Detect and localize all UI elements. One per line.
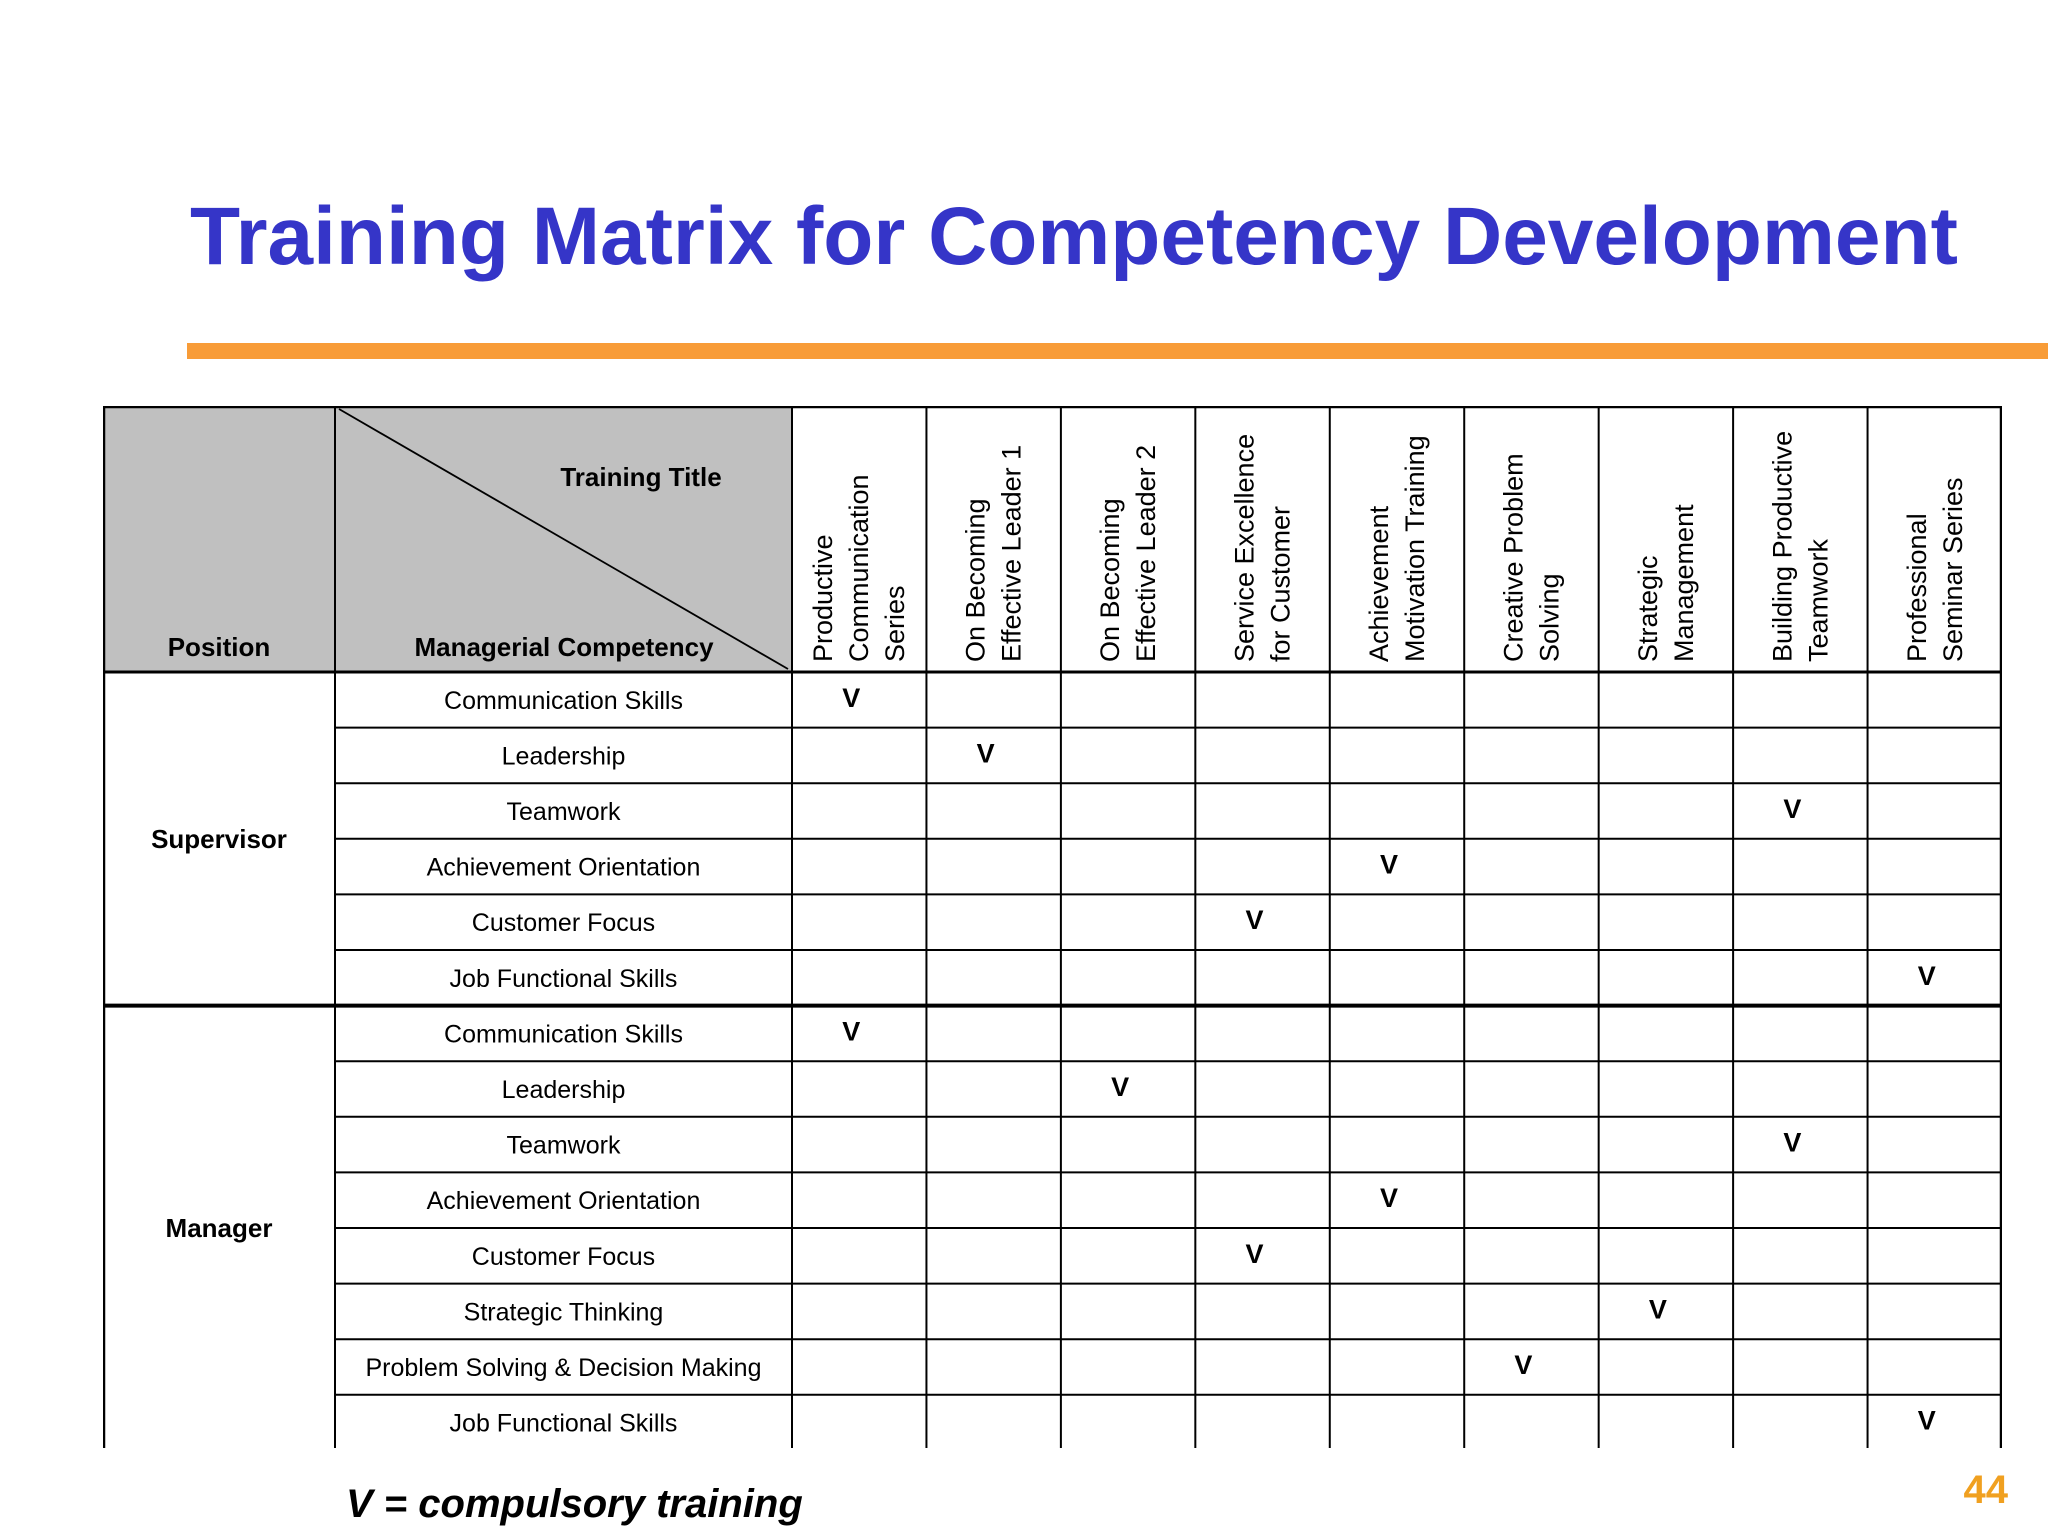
competency-cell: Teamwork	[506, 1131, 621, 1160]
title-underline	[187, 343, 2048, 359]
training-header-label: Productive	[808, 534, 839, 662]
competency-cell: Strategic Thinking	[463, 1298, 664, 1327]
training-header-label: Achievement	[1364, 505, 1394, 662]
competency-cell: Job Functional Skills	[449, 964, 678, 993]
training-title-header: Training Title	[560, 462, 722, 492]
position-cell: Manager	[165, 1213, 273, 1243]
training-header-label: Management	[1668, 504, 1699, 662]
competency-cell: Customer Focus	[471, 909, 656, 938]
competency-cell: Teamwork	[506, 798, 621, 826]
compulsory-mark: V	[1379, 1183, 1399, 1214]
competency-cell: Communication Skills	[444, 1020, 683, 1049]
training-header-label: Motivation Training	[1400, 435, 1430, 662]
compulsory-mark: V	[1917, 1405, 1936, 1436]
training-header-label: Effective Leader 1	[996, 444, 1027, 662]
competency-cell: Customer Focus	[471, 1242, 656, 1271]
compulsory-mark: V	[1245, 905, 1264, 936]
compulsory-mark: V	[1111, 1072, 1130, 1102]
competency-cell: Leadership	[501, 742, 626, 771]
training-header-label: On Becoming	[1095, 498, 1126, 662]
training-header-label: Creative Problem	[1498, 453, 1529, 662]
training-header-label: Seminar Series	[1937, 477, 1968, 662]
training-header-label: Communication	[844, 474, 875, 662]
training-header-label: Solving	[1534, 573, 1565, 662]
position-column-header: Position	[167, 632, 271, 662]
training-header-label: Effective Leader 2	[1131, 444, 1162, 662]
competency-cell: Achievement Orientation	[426, 853, 701, 882]
competency-cell: Problem Solving & Decision Making	[365, 1354, 762, 1382]
compulsory-mark: V	[1245, 1238, 1264, 1269]
competency-cell: Achievement Orientation	[426, 1187, 701, 1216]
training-matrix-grid	[103, 406, 2002, 1448]
position-cell: Supervisor	[151, 823, 287, 854]
compulsory-mark: V	[1648, 1294, 1667, 1325]
compulsory-mark: V	[842, 682, 861, 713]
compulsory-mark: V	[1783, 794, 1802, 824]
training-header-label: Series	[880, 585, 911, 662]
compulsory-mark: V	[1514, 1350, 1533, 1380]
page-number: 44	[1963, 1468, 2008, 1512]
training-matrix-table	[103, 406, 2002, 1448]
competency-column-header: Managerial Competency	[414, 632, 714, 662]
legend-footnote: V = compulsory training	[346, 1482, 803, 1526]
training-header-label: for Customer	[1265, 505, 1296, 662]
compulsory-mark: V	[1379, 849, 1399, 880]
competency-cell: Leadership	[501, 1076, 626, 1104]
competency-cell: Job Functional Skills	[449, 1409, 678, 1438]
competency-cell: Communication Skills	[444, 686, 683, 715]
compulsory-mark: V	[1917, 960, 1936, 991]
slide-title: Training Matrix for Competency Development	[190, 191, 1958, 282]
compulsory-mark: V	[1783, 1127, 1802, 1158]
training-header-label: Strategic	[1632, 555, 1663, 662]
training-header-label: Professional	[1901, 513, 1932, 662]
training-header-label: Service Excellence	[1229, 433, 1260, 662]
training-header-label: On Becoming	[960, 498, 991, 662]
compulsory-mark: V	[842, 1016, 861, 1047]
training-header-label: Building Productive	[1767, 430, 1798, 662]
training-header-label: Teamwork	[1803, 538, 1834, 662]
compulsory-mark: V	[976, 738, 995, 769]
